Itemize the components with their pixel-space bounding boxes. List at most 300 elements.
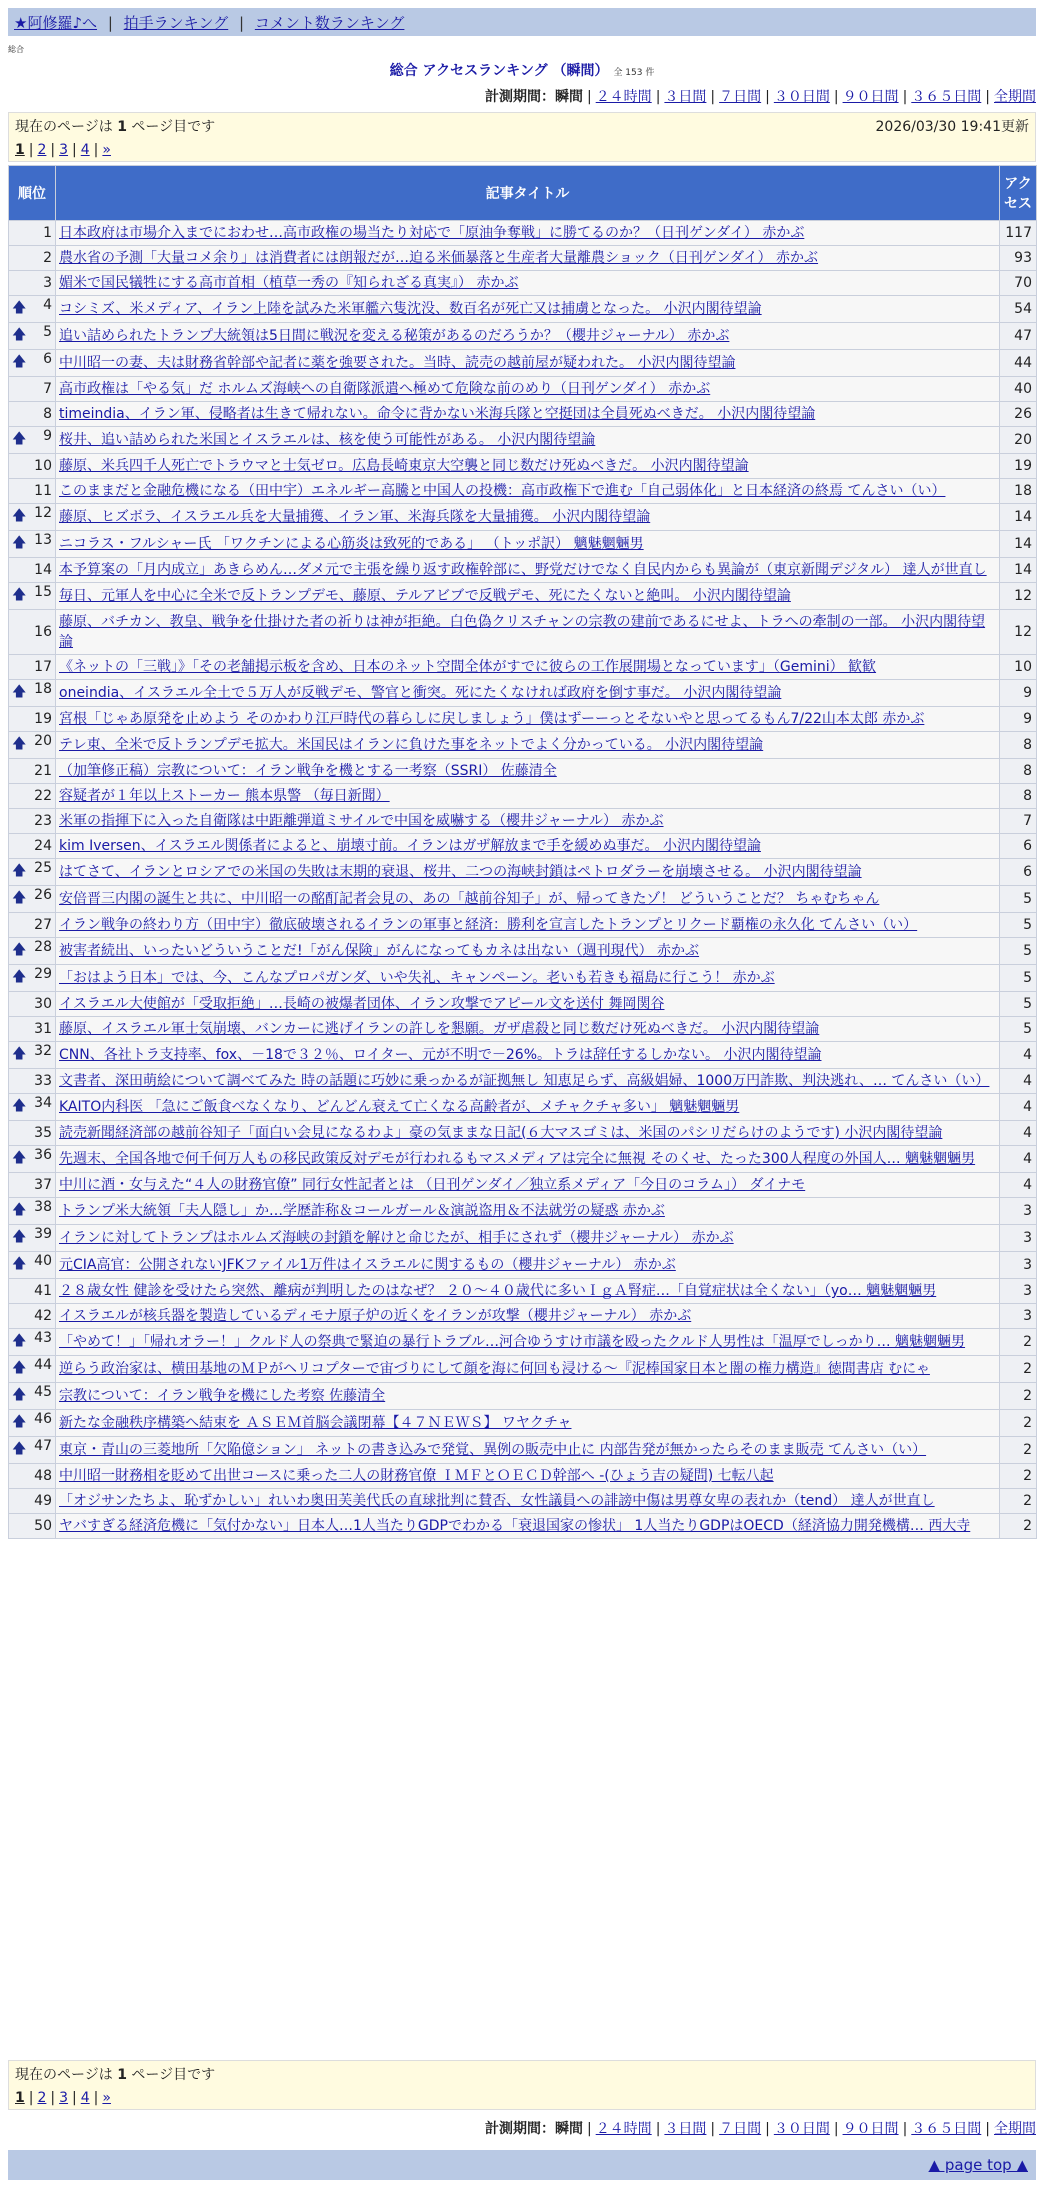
title-cell [56,680,1000,707]
rank-cell [9,759,56,784]
access-count: 40 [1000,377,1037,402]
rank-cell [9,1173,56,1198]
period-separator: | [833,2121,839,2137]
rank-cell [9,965,56,992]
table-row [9,377,1037,402]
up-arrow-icon: 🡅 [12,535,27,551]
rank-number: 50 [34,1518,52,1534]
period-label: 計測期間： [484,89,555,105]
pager-next-link[interactable]: » [102,2090,111,2106]
title-cell [56,784,1000,809]
rank-number: 16 [34,624,52,640]
pagination [15,2090,1029,2106]
access-count: 10 [1000,655,1037,680]
period-separator: | [655,89,661,105]
access-count: 18 [1000,479,1037,504]
article-link[interactable]: kim Iversen、イスラエル関係者によると、崩壊寸前。イランはガザ解放まで手を緩めぬ事だ。 小沢内閣待望論 [59,838,761,854]
rank-number: 33 [34,1073,52,1089]
title-cell [56,531,1000,558]
rank-number: 17 [34,659,52,675]
title-cell [56,1304,1000,1329]
title-cell [56,427,1000,454]
article-link[interactable]: イスラエル大使館が「受取拒絶」…長崎の被爆者団体、イラン攻撃でアピール文を送付 舞岡関谷 [59,996,665,1012]
period-option-link[interactable]: ７日間 [719,2121,762,2137]
article-link[interactable]: 宗教について：イラン戦争を機にした考察 佐藤清全 [59,1388,386,1404]
up-arrow-icon: 🡅 [12,1414,27,1430]
rank-number: 19 [34,711,52,727]
period-option-link[interactable]: ２４時間 [595,2121,652,2137]
rank-number: 24 [34,838,52,854]
rank-cell [9,992,56,1017]
link-comment-ranking[interactable]: コメント数ランキング [254,14,405,32]
title-cell [56,1198,1000,1225]
period-option-link[interactable]: 全期間 [994,89,1036,105]
title-cell [56,965,1000,992]
rank-number: 1 [43,225,52,241]
article-link[interactable]: 追い詰められたトランプ大統領は5日間に戦況を変える秘策があるのだろうか？（櫻井ジャーナル） 赤かぶ [59,328,730,344]
table-row [9,1304,1037,1329]
rank-number: 32 [34,1043,52,1059]
article-link[interactable]: 農水省の予測「大量コメ余り」は消費者には朗報だが…迫る米価暴落と生産者大量離農ショック（日刊ゲンダイ） 赤かぶ [59,250,819,266]
up-arrow-icon: 🡅 [12,587,27,603]
rank-cell [9,221,56,246]
pager-page-link[interactable]: 3 [59,142,69,158]
pager-current-page: 1 [15,142,25,158]
rank-cell [9,1410,56,1437]
title-cell [56,350,1000,377]
article-link[interactable]: 「オジサンたちよ、恥ずかしい」れいわ奥田芙美代氏の直球批判に賛否、女性議員への誹謗中傷は男尊女卑の表れか（tend） 達人が世直し [59,1493,935,1509]
total-count: 全 153 件 [613,68,655,78]
article-link[interactable]: 先週末、全国各地で何千何万人もの移民政策反対デモが行われるもマスメディアは完全に無視 そのくせ、たった300人程度の外国人… 魑魅魍魎男 [59,1151,976,1167]
title-cell [56,1017,1000,1042]
link-clap-ranking[interactable]: 拍手ランキング [123,14,229,32]
rank-cell [9,296,56,323]
period-option-link[interactable]: ３日間 [664,89,707,105]
article-link[interactable]: 藤原、ヒズボラ、イスラエル兵を大量捕獲、イラン軍、米海兵隊を大量捕獲。 小沢内閣待望論 [59,509,651,525]
rank-number: 41 [34,1283,52,1299]
rank-number: 9 [43,428,52,444]
access-count: 19 [1000,454,1037,479]
table-row [9,1198,1037,1225]
rank-cell [9,1198,56,1225]
pager-page-link[interactable]: 4 [80,2090,90,2106]
rank-number: 40 [34,1253,52,1269]
article-link[interactable]: 中川に酒・女与えた“４人の財務官僚” 同行女性記者とは （日刊ゲンダイ／独立系メディア「今日のコラム」） ダイナモ [59,1177,806,1193]
title-cell [56,655,1000,680]
rank-cell [9,350,56,377]
rank-number: 22 [34,788,52,804]
pager-page-link[interactable]: 2 [37,2090,47,2106]
rank-cell [9,402,56,427]
rank-number: 27 [34,917,52,933]
article-link[interactable]: oneindia、イスラエル全土で５万人が反戦デモ、警官と衝突。死にたくなければ政府を倒す事だ。 小沢内閣待望論 [59,685,782,701]
period-separator: | [710,89,716,105]
article-link[interactable]: トランプ米大統領「夫人隠し」か…学歴詐称＆コールガール＆演説盗用＆不法就労の疑惑 赤かぶ [59,1203,665,1219]
access-count: 44 [1000,350,1037,377]
rank-cell [9,1304,56,1329]
period-option-link[interactable]: ７日間 [719,89,762,105]
rank-cell [9,1514,56,1539]
up-arrow-icon: 🡅 [12,1387,27,1403]
article-link[interactable]: 藤原、米兵四千人死亡でトラウマと士気ゼロ。広島長崎東京大空襲と同じ数だけ死ぬべきだ。 小沢内閣待望論 [59,458,749,474]
table-row [9,1094,1037,1121]
article-link[interactable]: KAITO内科医 「急にご飯食べなくなり、どんどん衰えて亡くなる高齢者が、メチャクチャ多い」 魑魅魍魎男 [59,1099,740,1115]
table-row [9,402,1037,427]
rank-number: 20 [34,733,52,749]
pager-separator: | [28,142,34,158]
title-cell [56,707,1000,732]
table-row [9,784,1037,809]
rank-cell [9,859,56,886]
rank-cell [9,707,56,732]
article-link[interactable]: 中川昭一の妻、夫は財務省幹部や記者に薬を強要された。当時、読売の越前屋が疑われた。 小沢内閣待望論 [59,355,736,371]
title-cell [56,1489,1000,1514]
rank-number: 48 [34,1468,52,1484]
access-count: 3 [1000,1225,1037,1252]
bottom-bar [8,2150,1036,2180]
table-row [9,707,1037,732]
rank-number: 47 [34,1438,52,1454]
article-link[interactable]: 本予算案の「月内成立」あきらめん…ダメ元で主張を繰り返す政権幹部に、野党だけでなく自民内からも異論が（東京新聞デジタル） 達人が世直し [59,562,987,578]
rank-number: 18 [34,681,52,697]
article-link[interactable]: 「やめて！」「帰れオラー！」クルド人の祭典で緊迫の暴行トラブル…河合ゆうすけ市議を殴ったクルド人男性は「温厚でしっかり… 魑魅魍魎男 [59,1334,966,1350]
period-separator: | [985,2121,990,2137]
rank-number: 15 [34,584,52,600]
title-cell [56,221,1000,246]
access-count: 8 [1000,732,1037,759]
period-option-link[interactable]: ９０日間 [842,2121,899,2137]
rank-number: 29 [34,966,52,982]
access-count: 2 [1000,1356,1037,1383]
title-cell [56,1121,1000,1146]
access-count: 117 [1000,221,1037,246]
access-count: 4 [1000,1121,1037,1146]
article-link[interactable]: 米軍の指揮下に入った自衛隊は中距離弾道ミサイルで中国を威嚇する（櫻井ジャーナル） 赤かぶ [59,813,664,829]
up-arrow-icon: 🡅 [12,1202,27,1218]
period-separator: | [902,89,908,105]
rank-number: 13 [34,532,52,548]
title-cell [56,834,1000,859]
page-info-top [8,112,1036,162]
pager-page-link[interactable]: 4 [80,142,90,158]
title-cell [56,1069,1000,1094]
access-count: 4 [1000,1146,1037,1173]
rank-cell [9,834,56,859]
updated-timestamp: 2026/03/30 19:41更新 [875,119,1029,135]
rank-number: 36 [34,1147,52,1163]
rank-number: 34 [34,1095,52,1111]
up-arrow-icon: 🡅 [12,942,27,958]
period-option-link[interactable]: 全期間 [994,2121,1036,2137]
title-cell [56,1437,1000,1464]
table-row [9,938,1037,965]
period-option-link[interactable]: ３０日間 [773,2121,830,2137]
nav-separator: | [239,14,245,32]
article-link[interactable]: （加筆修正稿）宗教について：イラン戦争を機とする一考察（SSRI） 佐藤清全 [59,763,557,779]
title-cell [56,323,1000,350]
rank-cell [9,479,56,504]
period-option-link[interactable]: ３６５日間 [911,2121,982,2137]
pager-separator: | [50,142,56,158]
access-count: 2 [1000,1410,1037,1437]
article-link[interactable]: 中川昭一財務相を貶めて出世コースに乗った二人の財務官僚 ＩＭＦとＯＥＣＤ幹部へ -(ひょう吉の疑問) 七転八起 [59,1468,774,1484]
page-status-number: 1 [117,119,127,135]
access-count: 2 [1000,1437,1037,1464]
article-link[interactable]: 藤原、バチカン、教皇、戦争を仕掛けた者の祈りは神が拒絶。白色偽クリスチャンの宗教の建前であるにせよ、トラへの牽制の一部。 小沢内閣待望論 [59,614,986,650]
up-arrow-icon: 🡅 [12,431,27,447]
ranking-table [8,165,1037,1539]
period-current: 瞬間 [554,2121,583,2137]
page-top-link[interactable]: ▲ page top ▲ [928,2156,1028,2174]
up-arrow-icon: 🡅 [12,684,27,700]
article-link[interactable]: 文書者、深田萌絵について調べてみた 時の話題に巧妙に乗っかるが証拠無し 知恵足らず、高級娼婦、1000万円詐欺、判決逃れ、… てんさい（い） [59,1073,990,1089]
access-count: 3 [1000,1304,1037,1329]
rank-number: 28 [34,939,52,955]
rank-cell [9,784,56,809]
article-link[interactable]: 高市政権は「やる気」だ ホルムズ海峡への自衛隊派遣へ極めて危険な前のめり（日刊ゲンダイ） 赤かぶ [59,381,711,397]
rank-number: 8 [43,406,52,422]
rank-number: 42 [34,1308,52,1324]
rank-number: 4 [43,297,52,313]
table-row [9,296,1037,323]
title-cell [56,1279,1000,1304]
access-count: 8 [1000,784,1037,809]
title-cell [56,1383,1000,1410]
rank-cell [9,1252,56,1279]
period-option-link[interactable]: ３０日間 [773,89,830,105]
rank-cell [9,1042,56,1069]
rank-cell [9,531,56,558]
up-arrow-icon: 🡅 [12,1256,27,1272]
article-link[interactable]: はてさて、イランとロシアでの米国の失敗は末期的衰退、桜井、二つの海峡封鎖はペトロダラーを崩壊させる。 小沢内閣待望論 [59,864,862,880]
period-separator: | [765,89,770,105]
period-option-link[interactable]: ２４時間 [595,89,652,105]
title-cell [56,1356,1000,1383]
rank-cell [9,1146,56,1173]
page-title [8,60,1036,80]
access-count: 70 [1000,271,1037,296]
title-cell [56,913,1000,938]
rank-cell [9,655,56,680]
article-link[interactable]: イスラエルが核兵器を製造しているディモナ原子炉の近くをイランが攻撃（櫻井ジャーナル） 赤かぶ [59,1308,692,1324]
article-link[interactable]: 容疑者が１年以上ストーカー 熊本県警 （毎日新聞） [59,788,390,804]
rank-number: 49 [34,1493,52,1509]
access-count: 2 [1000,1464,1037,1489]
pager-separator: | [72,2090,77,2106]
rank-cell [9,1279,56,1304]
title-cell [56,859,1000,886]
table-row [9,992,1037,1017]
rank-number: 7 [43,381,52,397]
up-arrow-icon: 🡅 [12,508,27,524]
up-arrow-icon: 🡅 [12,863,27,879]
period-separator: | [833,89,839,105]
up-arrow-icon: 🡅 [12,354,27,370]
access-count: 5 [1000,913,1037,938]
rank-cell [9,809,56,834]
title-cell [56,377,1000,402]
rank-number: 31 [34,1021,52,1037]
access-count: 5 [1000,1017,1037,1042]
period-separator: | [586,89,592,105]
article-link[interactable]: 新たな金融秩序構築へ結束を ＡＳＥＭ首脳会議閉幕【４７ＮＥＷＳ】 ワヤクチャ [59,1415,572,1431]
period-separator: | [765,2121,770,2137]
title-cell [56,1464,1000,1489]
period-separator: | [655,2121,661,2137]
pager-page-link[interactable]: 2 [37,142,47,158]
pager-page-link[interactable]: 3 [59,2090,69,2106]
article-link[interactable]: 元CIA高官：公開されないJFKファイル1万件はイスラエルに関するもの（櫻井ジャーナル） 赤かぶ [59,1257,676,1273]
table-row [9,1514,1037,1539]
rank-number: 30 [34,996,52,1012]
header-access: アクセス [1000,166,1037,221]
access-count: 26 [1000,402,1037,427]
title-cell [56,558,1000,583]
up-arrow-icon: 🡅 [12,969,27,985]
rank-cell [9,583,56,610]
table-row [9,558,1037,583]
rank-cell [9,1094,56,1121]
page-status [15,2064,1029,2084]
table-row [9,1410,1037,1437]
article-link[interactable]: 読売新聞経済部の越前谷知子「面白い会見になるわよ」豪の気ままな日記(６大マスゴミは、米国のパシリだらけのようです) 小沢内閣待望論 [59,1125,943,1141]
period-separator: | [710,2121,716,2137]
rank-number: 39 [34,1226,52,1242]
access-count: 2 [1000,1489,1037,1514]
table-row [9,759,1037,784]
access-count: 47 [1000,323,1037,350]
title-cell [56,1252,1000,1279]
article-link[interactable]: イラン戦争の終わり方（田中宇）徹底破壊されるイランの軍事と経済：勝利を宣言したトランプとリクード覇権の永久化 てんさい（い） [59,917,918,933]
top-nav-bar [8,8,1036,36]
table-row [9,504,1037,531]
table-row [9,1173,1037,1198]
article-link[interactable]: ニコラス・フルシャー氏 「ワクチンによる心筋炎は致死的である」 （トッポ訳） 魑魅魍魎男 [59,536,644,552]
access-count: 4 [1000,1173,1037,1198]
up-arrow-icon: 🡅 [12,1360,27,1376]
access-count: 54 [1000,296,1037,323]
table-row [9,1329,1037,1356]
up-arrow-icon: 🡅 [12,1441,27,1457]
article-link[interactable]: 逆らう政治家は、横田基地のＭＰがヘリコプターで宙づりにして顔を海に何回も浸ける～『泥棒国家日本と闇の権力構造』徳間書店 むにゃ [59,1361,930,1377]
table-row [9,479,1037,504]
header-title: 記事タイトル [56,166,1000,221]
table-row [9,834,1037,859]
article-link[interactable]: 安倍晋三内閣の誕生と共に、中川昭一の酩酊記者会見の、あの「越前谷知子」が、帰ってきたゾ！ どういうことだ？ ちゃむちゃん [59,891,880,907]
title-cell [56,759,1000,784]
period-option-link[interactable]: ９０日間 [842,89,899,105]
period-separator: | [985,89,990,105]
article-link[interactable]: 媚米で国民犠牲にする高市首相（植草一秀の『知られざる真実』） 赤かぶ [59,275,519,291]
pager-separator: | [28,2090,34,2106]
rank-number: 45 [34,1384,52,1400]
article-link[interactable]: ヤバすぎる経済危機に「気付かない」日本人…1人当たりGDPでわかる「衰退国家の惨状」 1人当たりGDPはOECD（経済協力開発機構… 西大寺 [59,1518,971,1534]
table-row [9,732,1037,759]
title-cell [56,938,1000,965]
access-count: 3 [1000,1198,1037,1225]
rank-cell [9,558,56,583]
link-ashura-home[interactable]: ★阿修羅♪へ [14,14,98,32]
article-link[interactable]: 日本政府は市場介入までにおわせ…高市政権の場当たり対応で「原油争奪戦」に勝てるのか？（日刊ゲンダイ） 赤かぶ [59,225,805,241]
up-arrow-icon: 🡅 [12,1098,27,1114]
table-row [9,1464,1037,1489]
title-cell [56,296,1000,323]
article-link[interactable]: 被害者続出、いったいどういうことだ!「がん保険」がんになってもカネは出ない（週刊現代） 赤かぶ [59,943,700,959]
pager-separator: | [50,2090,56,2106]
period-option-link[interactable]: ３６５日間 [911,89,982,105]
rank-cell [9,1489,56,1514]
title-cell [56,583,1000,610]
access-count: 9 [1000,680,1037,707]
access-count: 14 [1000,558,1037,583]
period-selector-bottom [485,2118,1036,2138]
rank-cell [9,246,56,271]
pager-next-link[interactable]: » [102,142,111,158]
table-header-row [9,166,1037,221]
rank-number: 44 [34,1357,52,1373]
access-count: 20 [1000,427,1037,454]
period-current: 瞬間 [554,89,583,105]
table-row [9,1225,1037,1252]
rank-number: 5 [43,324,52,340]
table-row [9,271,1037,296]
table-row [9,427,1037,454]
article-link[interactable]: 桜井、追い詰められた米国とイスラエルは、核を使う可能性がある。 小沢内閣待望論 [59,432,596,448]
title-cell [56,1329,1000,1356]
article-link[interactable]: 藤原、イスラエル軍士気崩壊、バンカーに逃げイランの許しを懇願。ガザ虐殺と同じ数だけ死ぬべきだ。 小沢内閣待望論 [59,1021,820,1037]
header-rank: 順位 [9,166,56,221]
rank-cell [9,913,56,938]
table-row [9,583,1037,610]
table-row [9,1279,1037,1304]
article-link[interactable]: イランに対してトランプはホルムズ海峡の封鎖を解けと命じたが、相手にされず（櫻井ジャーナル） 赤かぶ [59,1230,734,1246]
article-link[interactable]: 「おはよう日本」では、今、こんなプロパガンダ、いや失礼、キャンペーン。老いも若きも福島に行こう！ 赤かぶ [59,970,775,986]
article-link[interactable]: CNN、各社トラ支持率、fox、－18で３２％、ロイター、元が不明で－26%。トラは辞任するしかない。 小沢内閣待望論 [59,1047,822,1063]
access-count: 9 [1000,707,1037,732]
article-link[interactable]: 毎日、元軍人を中心に全米で反トランプデモ、藤原、テルアビブで反戦デモ、死にたくないと絶叫。 小沢内閣待望論 [59,588,791,604]
table-row [9,965,1037,992]
article-link[interactable]: ２８歳女性 健診を受けたら突然、離病が判明したのはなぜ？ ２０～４０歳代に多いＩｇＡ腎症…「自覚症状は全くない」（yo… 魑魅魍魎男 [59,1283,937,1299]
table-row [9,610,1037,655]
pager-separator: | [93,142,99,158]
article-link[interactable]: テレ東、全米で反トランプデモ拡大。米国民はイランに負けた事をネットでよく分かっている。 小沢内閣待望論 [59,737,764,753]
title-cell [56,610,1000,655]
article-link[interactable]: timeindia、イラン軍、侵略者は生きて帰れない。命令に背かない米海兵隊と空挺団は全員死ぬべきだ。 小沢内閣待望論 [59,406,816,422]
title-cell [56,732,1000,759]
access-count: 5 [1000,965,1037,992]
up-arrow-icon: 🡅 [12,736,27,752]
rank-cell [9,1356,56,1383]
table-row [9,680,1037,707]
article-link[interactable]: 東京・青山の三菱地所「欠陥億ション」 ネットの書き込みで発覚、異例の販売中止に 内部告発が無かったらそのまま販売 てんさい（い） [59,1442,927,1458]
access-count: 5 [1000,938,1037,965]
rank-cell [9,886,56,913]
article-link[interactable]: 宮根「じゃあ原発を止めよう そのかわり江戸時代の暮らしに戻しましょう」僕はずーーっとそないやと思ってるもん7/22山本太郎 赤かぶ [59,711,925,727]
pager-current-page: 1 [15,2090,25,2106]
rank-number: 21 [34,763,52,779]
rank-number: 3 [43,275,52,291]
rank-number: 25 [34,860,52,876]
article-link[interactable]: このままだと金融危機になる（田中宇）エネルギー高騰と中国人の投機：高市政権下で進む「自己弱体化」と日本経済の終焉 てんさい（い） [59,483,946,499]
page-status-pre: 現在のページは [15,2067,113,2083]
article-link[interactable]: コシミズ、米メディア、イラン上陸を試みた米軍艦六隻沈没、数百名が死亡又は捕虜となった。 小沢内閣待望論 [59,301,762,317]
table-row [9,1069,1037,1094]
rank-cell [9,1329,56,1356]
table-row [9,1017,1037,1042]
access-count: 6 [1000,859,1037,886]
period-option-link[interactable]: ３日間 [664,2121,707,2137]
article-link[interactable]: 《ネットの「三戦」》「その老舗掲示板を含め、日本のネット空間全体がすでに彼らの工作展開場となっています」（Gemini） 歓歓 [59,659,877,675]
